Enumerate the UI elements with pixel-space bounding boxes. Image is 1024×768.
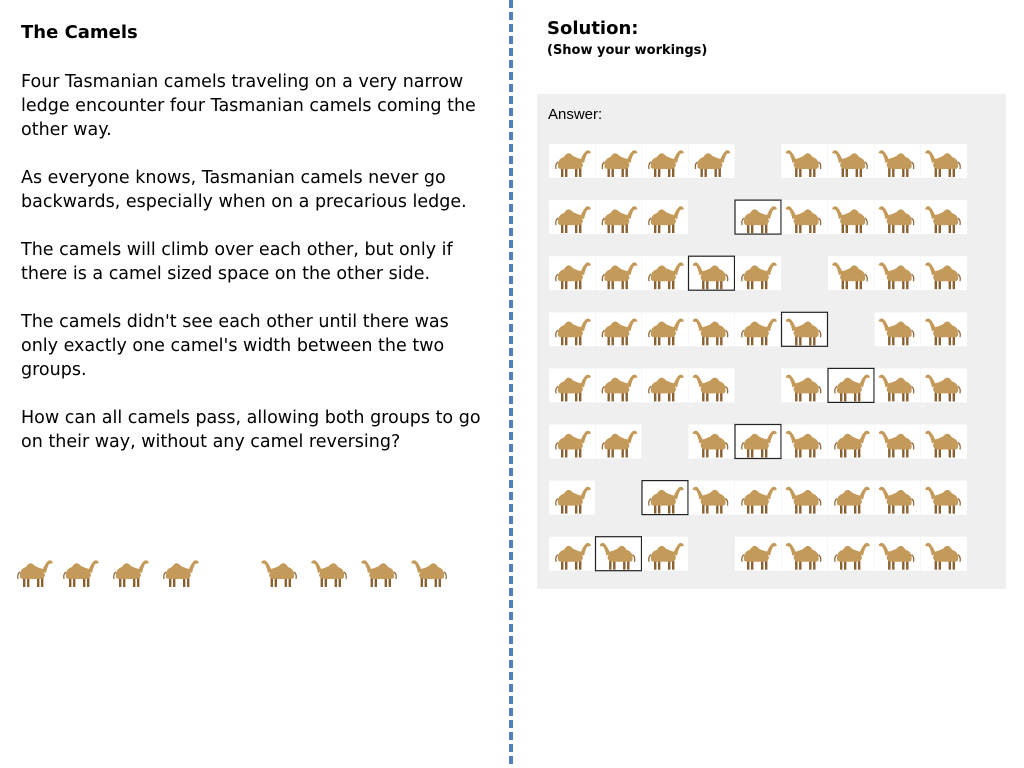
camel-left-icon bbox=[361, 560, 396, 587]
camel-left-icon bbox=[411, 560, 446, 587]
answer-label: Answer: bbox=[548, 106, 603, 123]
solution-step-row bbox=[549, 256, 967, 290]
puzzle-paragraph: The camels will climb over each other, but only if there is a camel sized space on the other side. bbox=[21, 240, 453, 284]
camel-right-icon bbox=[164, 560, 199, 587]
camel-right-icon bbox=[64, 560, 99, 587]
camel-left-icon bbox=[261, 560, 296, 587]
solution-step-row bbox=[549, 312, 967, 346]
solution-step-row bbox=[549, 368, 967, 402]
puzzle-paragraph: As everyone knows, Tasmanian camels never go backwards, especially when on a precarious ledge. bbox=[21, 168, 467, 212]
solution-step-row bbox=[549, 144, 967, 178]
puzzle-panel bbox=[21, 20, 491, 454]
solution-steps bbox=[537, 94, 1006, 589]
solution-title: Solution: bbox=[547, 18, 639, 39]
puzzle-title: The Camels bbox=[21, 22, 138, 43]
camel-right-icon bbox=[18, 560, 53, 587]
puzzle-paragraph: Four Tasmanian camels traveling on a very narrow ledge encounter four Tasmanian camels coming the other way. bbox=[21, 72, 476, 140]
dashed-divider bbox=[509, 0, 513, 768]
camel-right-icon bbox=[114, 560, 149, 587]
puzzle-paragraph: How can all camels pass, allowing both groups to go on their way, without any camel reversing? bbox=[21, 408, 481, 452]
solution-subtitle: (Show your workings) bbox=[547, 43, 708, 58]
solution-step-row bbox=[549, 537, 967, 571]
solution-step-row bbox=[549, 425, 967, 459]
camel-illustration bbox=[14, 551, 464, 591]
solution-step-row bbox=[549, 481, 967, 515]
solution-step-row bbox=[549, 200, 967, 234]
puzzle-paragraph: The camels didn't see each other until there was only exactly one camel's width between the two groups. bbox=[21, 312, 449, 380]
answer-box bbox=[537, 94, 1006, 589]
camel-left-icon bbox=[311, 560, 346, 587]
